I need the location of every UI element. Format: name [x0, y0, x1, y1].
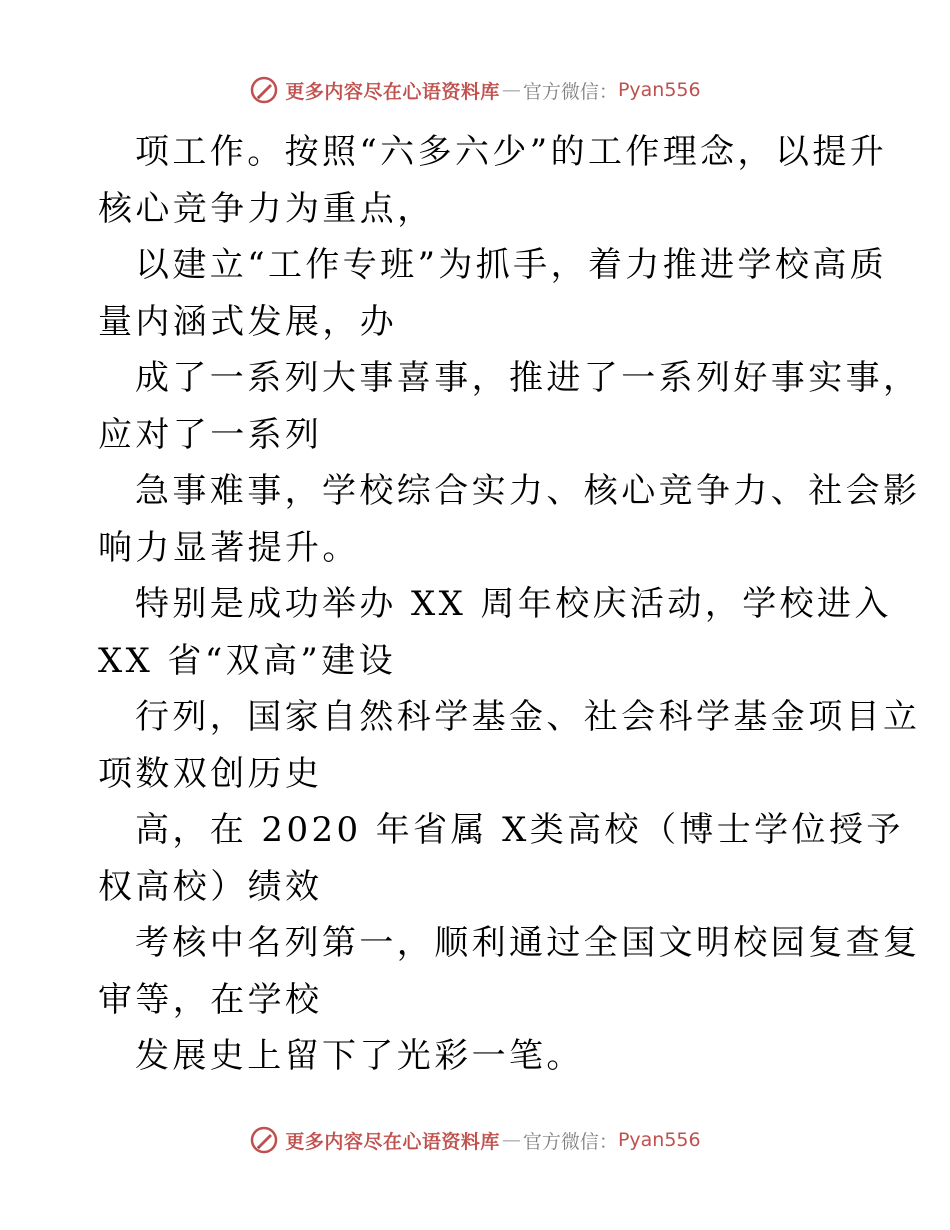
paragraph-line: 行列，国家自然科学基金、社会科学基金项目立	[135, 697, 921, 737]
paragraph-line: 以建立“工作专班”为抓手，着力推进学校高质	[135, 245, 888, 285]
paragraph-line: 项工作。按照“六多六少”的工作理念，以提升	[135, 132, 888, 172]
header-watermark	[0, 73, 950, 107]
paragraph-line: 核心竞争力为重点，	[98, 188, 435, 229]
paragraph	[98, 915, 921, 1028]
paragraph-line: 响力显著提升。	[98, 527, 360, 568]
watermark-dash: —	[501, 1129, 521, 1151]
paragraph	[98, 802, 904, 915]
paragraph-line: 项数双创历史	[98, 753, 323, 794]
paragraph-line: 量内涵式发展，办	[98, 301, 398, 342]
footer-watermark	[0, 1123, 950, 1157]
paragraph	[98, 576, 892, 689]
paragraph-line: 权高校）绩效	[98, 866, 323, 907]
paragraph	[98, 237, 888, 350]
paragraph-line: 考核中名列第一，顺利通过全国文明校园复查复	[135, 923, 921, 963]
paragraph	[98, 463, 921, 576]
paragraph	[98, 124, 888, 237]
paragraph	[98, 1028, 858, 1085]
watermark-wechat-id: Pyan556	[617, 79, 701, 101]
paragraph-line: 审等，在学校	[98, 979, 323, 1020]
paragraph-line: 发展史上留下了光彩一笔。	[135, 1036, 584, 1076]
pen-logo-icon	[249, 1125, 279, 1155]
watermark-brand: 更多内容尽在心语资料库	[285, 1130, 500, 1153]
paragraph-line: 应对了一系列	[98, 414, 323, 455]
watermark-dash: —	[501, 79, 521, 101]
watermark-brand: 更多内容尽在心语资料库	[285, 80, 500, 103]
paragraph-line: 高，在 2020 年省属 X类高校（博士学位授予	[135, 810, 904, 850]
watermark-official-label: 官方微信：	[522, 1130, 618, 1153]
paragraph-line: 特别是成功举办 XX 周年校庆活动，学校进入	[135, 584, 892, 624]
pen-logo-icon	[249, 75, 279, 105]
document-body	[98, 124, 921, 1085]
watermark-wechat-id: Pyan556	[617, 1129, 701, 1151]
paragraph	[98, 689, 921, 802]
paragraph-line: 成了一系列大事喜事，推进了一系列好事实事，	[135, 358, 921, 398]
watermark-official-label: 官方微信：	[522, 80, 618, 103]
paragraph-line: XX 省“双高”建设	[98, 640, 396, 681]
paragraph-line: 急事难事，学校综合实力、核心竞争力、社会影	[135, 471, 921, 511]
paragraph	[98, 350, 921, 463]
